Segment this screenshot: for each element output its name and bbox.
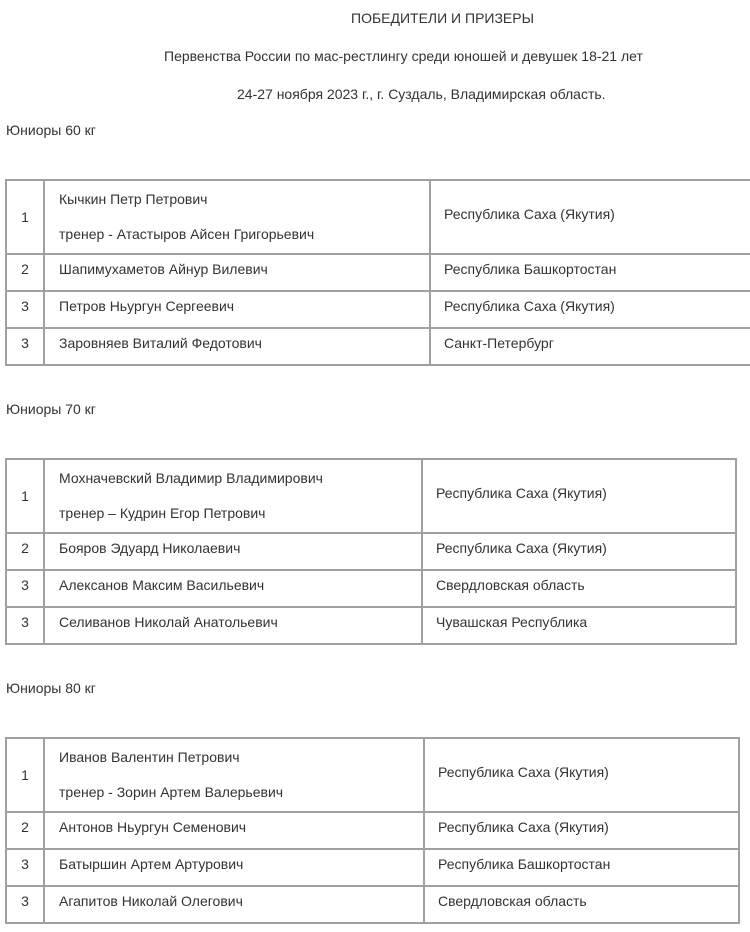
- table-row: [6, 328, 750, 365]
- coach-name: тренер - Атастыров Айсен Григорьевич: [59, 225, 315, 242]
- place-cell: 3: [6, 291, 44, 328]
- athlete-name: Шапимухаметов Айнур Вилевич: [59, 260, 268, 277]
- place-cell: 3: [6, 607, 44, 644]
- results-table-60kg: [5, 179, 750, 366]
- region-cell: Республика Саха (Якутия): [430, 180, 750, 254]
- athlete-cell: [44, 570, 422, 607]
- athlete-cell: [44, 328, 430, 365]
- table-row: [6, 291, 750, 328]
- athlete-name: Селиванов Николай Анатольевич: [59, 613, 278, 630]
- athlete-name: Агапитов Николай Олегович: [59, 892, 243, 909]
- table-row: [6, 812, 739, 849]
- athlete-name: Алексанов Максим Васильевич: [59, 576, 265, 593]
- athlete-cell: [44, 533, 422, 570]
- table-row: [6, 254, 750, 291]
- coach-name: тренер - Зорин Артем Валерьевич: [59, 783, 284, 800]
- table-row: [6, 533, 736, 570]
- athlete-name: Бояров Эдуард Николаевич: [59, 539, 241, 556]
- event-date-place: 24-27 ноября 2023 г., г. Суздаль, Владимирская область.: [237, 86, 606, 102]
- athlete-cell: [44, 291, 430, 328]
- place-cell: 1: [6, 738, 44, 812]
- place-cell: 2: [6, 533, 44, 570]
- section-title-80kg: Юниоры 80 кг: [6, 680, 96, 696]
- table-row: [6, 886, 739, 923]
- place-cell: 2: [6, 254, 44, 291]
- place-cell: 1: [6, 459, 44, 533]
- table-row: [6, 607, 736, 644]
- athlete-cell: [44, 812, 424, 849]
- region-cell: Республика Саха (Якутия): [422, 533, 736, 570]
- athlete-cell: [44, 738, 424, 812]
- region-cell: Чувашская Республика: [422, 607, 736, 644]
- document-title: ПОБЕДИТЕЛИ И ПРИЗЕРЫ: [351, 10, 534, 26]
- table-row: [6, 180, 750, 254]
- section-title-60kg: Юниоры 60 кг: [6, 122, 96, 138]
- region-cell: Республика Башкортостан: [430, 254, 750, 291]
- section-title-70kg: Юниоры 70 кг: [6, 401, 96, 417]
- athlete-name: Мохначевский Владимир Владимирович: [59, 469, 323, 486]
- place-cell: 3: [6, 886, 44, 923]
- athlete-cell: [44, 459, 422, 533]
- athlete-name: Батыршин Артем Артурович: [59, 855, 244, 872]
- place-cell: 3: [6, 328, 44, 365]
- athlete-cell: [44, 849, 424, 886]
- region-cell: Республика Саха (Якутия): [424, 738, 739, 812]
- table-row: [6, 849, 739, 886]
- athlete-name: Кычкин Петр Петрович: [59, 190, 208, 207]
- athlete-cell: [44, 886, 424, 923]
- athlete-cell: [44, 254, 430, 291]
- athlete-cell: [44, 607, 422, 644]
- region-cell: Санкт-Петербург: [430, 328, 750, 365]
- results-table-70kg: [5, 458, 737, 645]
- region-cell: Республика Саха (Якутия): [422, 459, 736, 533]
- place-cell: 3: [6, 849, 44, 886]
- document-subtitle: Первенства России по мас-рестлингу среди юношей и девушек 18-21 лет: [164, 48, 643, 64]
- athlete-name: Иванов Валентин Петрович: [59, 748, 240, 765]
- place-cell: 3: [6, 570, 44, 607]
- athlete-name: Антонов Ньургун Семенович: [59, 818, 247, 835]
- region-cell: Республика Саха (Якутия): [430, 291, 750, 328]
- place-cell: 1: [6, 180, 44, 254]
- athlete-cell: [44, 180, 430, 254]
- region-cell: Свердловская область: [422, 570, 736, 607]
- athlete-name: Заровняев Виталий Федотович: [59, 334, 262, 351]
- results-table-80kg: [5, 737, 740, 924]
- table-row: [6, 459, 736, 533]
- table-row: [6, 738, 739, 812]
- place-cell: 2: [6, 812, 44, 849]
- region-cell: Республика Саха (Якутия): [424, 812, 739, 849]
- region-cell: Свердловская область: [424, 886, 739, 923]
- region-cell: Республика Башкортостан: [424, 849, 739, 886]
- table-row: [6, 570, 736, 607]
- athlete-name: Петров Ньургун Сергеевич: [59, 297, 235, 314]
- coach-name: тренер – Кудрин Егор Петрович: [59, 504, 266, 521]
